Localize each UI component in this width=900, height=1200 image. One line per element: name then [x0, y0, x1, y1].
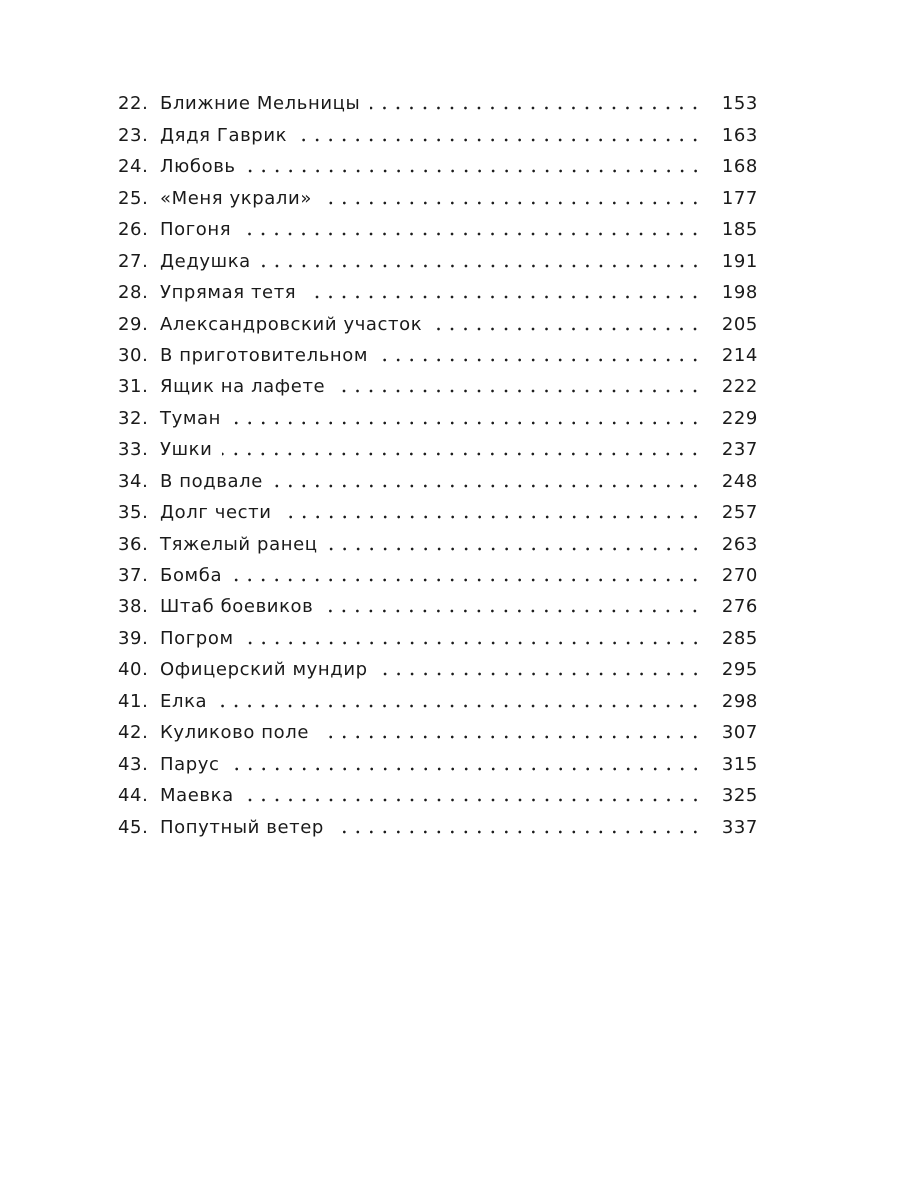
toc-entry	[118, 176, 758, 207]
dot-leader	[322, 201, 702, 205]
chapter-number: 25.	[118, 187, 149, 209]
toc-entry	[118, 679, 758, 710]
chapter-title: Александровский участок	[160, 313, 423, 335]
page-number: 214	[721, 344, 758, 366]
page-number: 325	[721, 785, 758, 807]
dot-leader	[323, 609, 702, 613]
page-number: 307	[721, 722, 758, 744]
toc-entry	[118, 428, 758, 459]
toc-entry	[118, 82, 758, 113]
chapter-number: 45.	[118, 816, 149, 838]
toc-entry	[118, 805, 758, 836]
chapter-number: 35.	[118, 502, 149, 524]
page-number: 295	[721, 659, 758, 681]
chapter-number: 26.	[118, 219, 149, 241]
toc-entry	[118, 145, 758, 176]
page-number: 177	[721, 187, 758, 209]
chapter-title: Упрямая тетя	[160, 282, 297, 304]
dot-leader	[378, 358, 702, 362]
toc-entry	[118, 365, 758, 396]
chapter-title: Ящик на лафете	[160, 376, 326, 398]
chapter-title: Долг чести	[160, 502, 272, 524]
page-number: 263	[721, 533, 758, 555]
chapter-number: 38.	[118, 596, 149, 618]
chapter-number: 30.	[118, 344, 149, 366]
dot-leader	[378, 672, 702, 676]
toc-entry	[118, 459, 758, 490]
dot-leader	[232, 578, 702, 582]
dot-leader	[261, 264, 702, 268]
toc-entry	[118, 208, 758, 239]
dot-leader	[241, 232, 702, 236]
toc-entry	[118, 522, 758, 553]
chapter-title: Любовь	[160, 156, 236, 178]
chapter-number: 39.	[118, 627, 149, 649]
dot-leader	[370, 106, 702, 110]
chapter-title: В приготовительном	[160, 344, 369, 366]
toc-entry	[118, 491, 758, 522]
page-number: 198	[721, 282, 758, 304]
page-number: 237	[721, 439, 758, 461]
chapter-title: Дедушка	[160, 250, 251, 272]
page-number: 257	[721, 502, 758, 524]
page-number: 248	[721, 470, 758, 492]
chapter-title: Попутный ветер	[160, 816, 324, 838]
chapter-title: «Меня украли»	[160, 187, 312, 209]
dot-leader	[306, 295, 702, 299]
page-number: 298	[721, 690, 758, 712]
page-number: 285	[721, 627, 758, 649]
toc-entry	[118, 239, 758, 270]
dot-leader	[334, 830, 702, 834]
chapter-number: 28.	[118, 282, 149, 304]
chapter-title: Офицерский мундир	[160, 659, 368, 681]
dot-leader	[222, 452, 702, 456]
chapter-title: Куликово поле	[160, 722, 310, 744]
toc-entry	[118, 334, 758, 365]
chapter-title: Бомба	[160, 565, 223, 586]
chapter-title: Ближние Мельницы	[160, 93, 361, 115]
chapter-number: 23.	[118, 124, 149, 146]
chapter-title: Парус	[160, 753, 220, 775]
dot-leader	[231, 421, 702, 425]
toc-entry	[118, 648, 758, 679]
page-number: 315	[721, 753, 758, 775]
toc-entry	[118, 302, 758, 333]
page-number: 222	[721, 376, 758, 398]
chapter-title: Ушки	[160, 439, 213, 461]
chapter-number: 41.	[118, 690, 149, 712]
chapter-title: Тяжелый ранец	[160, 533, 318, 555]
page-number: 205	[721, 313, 758, 335]
chapter-title: Елка	[160, 690, 208, 712]
toc-entry	[118, 396, 758, 427]
toc-entry	[118, 271, 758, 302]
chapter-title: Погоня	[160, 219, 232, 241]
dot-leader	[319, 735, 702, 739]
toc-entry	[118, 585, 758, 616]
chapter-number: 27.	[118, 250, 149, 272]
page-number: 163	[721, 124, 758, 146]
toc-entry	[118, 774, 758, 805]
page-number: 191	[721, 250, 758, 272]
toc-entry	[118, 113, 758, 144]
chapter-number: 40.	[118, 659, 149, 681]
chapter-title: Дядя Гаврик	[160, 124, 288, 146]
chapter-number: 43.	[118, 753, 149, 775]
dot-leader	[246, 169, 702, 173]
dot-leader	[432, 327, 702, 331]
toc-entry	[118, 742, 758, 773]
dot-leader	[244, 641, 702, 645]
chapter-number: 31.	[118, 376, 149, 398]
table-of-contents	[118, 82, 758, 837]
page-number: 185	[721, 219, 758, 241]
toc-entry	[118, 554, 758, 585]
page-number: 276	[721, 596, 758, 618]
dot-leader	[335, 389, 702, 393]
chapter-title: Погром	[160, 627, 234, 649]
page-number: 270	[721, 565, 758, 586]
chapter-title: Туман	[160, 407, 222, 429]
chapter-number: 33.	[118, 439, 149, 461]
chapter-number: 29.	[118, 313, 149, 335]
chapter-title: В подвале	[160, 470, 263, 492]
dot-leader	[273, 484, 702, 488]
chapter-number: 22.	[118, 93, 149, 115]
chapter-title: Штаб боевиков	[160, 596, 314, 618]
dot-leader	[244, 798, 702, 802]
dot-leader	[230, 767, 702, 771]
chapter-number: 44.	[118, 785, 149, 807]
dot-leader	[328, 547, 702, 551]
chapter-number: 34.	[118, 470, 149, 492]
dot-leader	[297, 138, 702, 142]
toc-entry	[118, 711, 758, 742]
page-number: 337	[721, 816, 758, 838]
toc-entry	[118, 616, 758, 647]
chapter-number: 42.	[118, 722, 149, 744]
dot-leader	[217, 704, 702, 708]
chapter-number: 37.	[118, 565, 149, 586]
dot-leader	[282, 515, 702, 519]
chapter-number: 24.	[118, 156, 149, 178]
page-number: 153	[721, 93, 758, 115]
page-number: 229	[721, 407, 758, 429]
chapter-number: 36.	[118, 533, 149, 555]
chapter-title: Маевка	[160, 785, 234, 807]
chapter-number: 32.	[118, 407, 149, 429]
page-number: 168	[721, 156, 758, 178]
